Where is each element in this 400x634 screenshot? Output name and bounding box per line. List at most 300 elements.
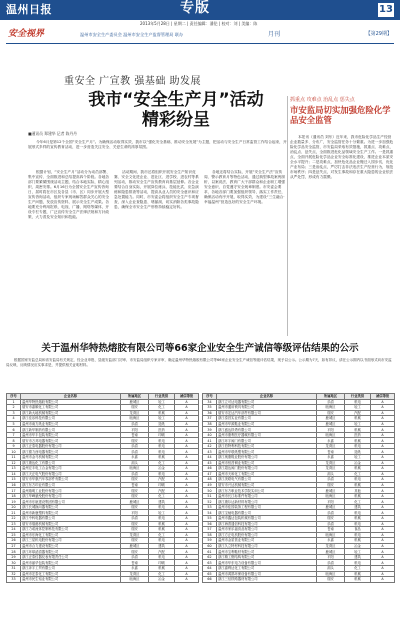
table-cell: 鹿城区	[317, 416, 345, 422]
table-cell: 1	[7, 399, 21, 405]
table-cell: 永嘉	[317, 438, 345, 444]
table-cell: 洞头	[121, 460, 149, 466]
table-cell: 龙湾区	[121, 532, 149, 538]
table-cell: 乐清	[317, 521, 345, 527]
table-cell: 机电	[149, 538, 175, 544]
table-cell: 52	[203, 499, 217, 505]
table-cell: 龙湾区	[317, 543, 345, 549]
table-cell: A	[175, 538, 199, 544]
table-cell: 温州市通用锁具有限公司	[217, 405, 317, 411]
table-cell: 化工	[149, 571, 175, 577]
table-cell: 乐清	[317, 399, 345, 405]
table-header-cell: 序号	[203, 394, 217, 400]
table-cell: 机电	[345, 510, 371, 516]
table-header-cell: 诚信等级	[371, 394, 395, 400]
table-cell: 冶金	[345, 543, 371, 549]
table-cell: A	[175, 554, 199, 560]
table-cell: 龙湾区	[317, 443, 345, 449]
table-cell: 永嘉	[317, 455, 345, 461]
table-cell: 瑞安	[121, 493, 149, 499]
rating-table-right	[202, 393, 395, 583]
table-cell: A	[175, 471, 199, 477]
table-cell: A	[371, 438, 395, 444]
table-cell: 浙江新华制药有限公司	[21, 427, 121, 433]
table-cell: 温州市华源鞋业有限公司	[217, 421, 317, 427]
table-cell: A	[371, 521, 395, 527]
table-cell: 浙江方正电机股份有限公司	[217, 532, 317, 538]
table-cell: 温州市合力建设有限公司	[21, 543, 121, 549]
side-story-title: 市安监局切实加强危险化学品安全监管	[290, 105, 391, 126]
table-cell: 平阳	[317, 427, 345, 433]
table-cell: 乐清	[317, 510, 345, 516]
table-cell: 58	[203, 532, 217, 538]
page-number: 13	[379, 4, 393, 15]
table-cell: 乐清	[121, 471, 149, 477]
table-cell: A	[371, 527, 395, 533]
table-cell: 瑞安	[121, 549, 149, 555]
table-cell: 造纸	[345, 449, 371, 455]
table-cell: 瑞安	[121, 538, 149, 544]
table-cell: A	[175, 510, 199, 516]
table-cell: A	[371, 466, 395, 472]
table-cell: 机械	[345, 493, 371, 499]
rating-table-left	[6, 393, 199, 583]
table-cell: 瓯海区	[317, 432, 345, 438]
table-cell: 温州市宝利鞋材有限公司	[217, 549, 317, 555]
table-cell: A	[371, 471, 395, 477]
masthead-month: 月刊	[268, 31, 281, 38]
table-cell: A	[175, 493, 199, 499]
notice-intro: 根据国家安监总局和省安监局有关规定，经企业申报、县级安监部门初审、市安监局组织专家评审，确定温州华特热熔胶有限公司等66家企业安全生产诚信等级评估结果，现予以公示。公示期为7天，如有异议，请在公示期内以书面形式向市安监局反映，反映情况应实事求是，并提供相关证明材料。	[6, 358, 392, 367]
table-cell: 3	[7, 410, 21, 416]
table-cell: 温州市佳园装饰工程有限公司	[217, 504, 317, 510]
table-cell: 53	[203, 504, 217, 510]
table-header-cell: 诚信等级	[175, 394, 199, 400]
table-cell: 浙江宝驰电器有限公司	[217, 510, 317, 516]
table-cell: A	[371, 460, 395, 466]
table-cell: 建筑	[149, 499, 175, 505]
table-cell: 轻工	[149, 510, 175, 516]
masthead-title: 安全视界	[8, 29, 45, 39]
table-cell: 浙江伯特利科技有限公司	[217, 443, 317, 449]
table-cell: 轻工	[345, 405, 371, 411]
table-cell: 冶金	[345, 460, 371, 466]
table-cell: 56	[203, 521, 217, 527]
table-cell: 瑞安	[121, 488, 149, 494]
table-cell: 鹿城区	[317, 488, 345, 494]
table-cell: 温州瑞明工业股份有限公司	[21, 488, 121, 494]
table-cell: 温州市金星管业有限公司	[217, 538, 317, 544]
table-cell: A	[175, 532, 199, 538]
table-cell: 机电	[149, 471, 175, 477]
table-cell: 龙湾区	[317, 460, 345, 466]
table-cell: 22	[7, 516, 21, 522]
table-cell: 7	[7, 432, 21, 438]
table-cell: 温州宏丰电工合金有限公司	[21, 466, 121, 472]
table-cell: 瑞安	[121, 527, 149, 533]
table-cell: 29	[7, 554, 21, 560]
table-cell: 12	[7, 460, 21, 466]
table-cell: A	[371, 499, 395, 505]
table-cell: 浙江正泰电器股份有限公司	[21, 443, 121, 449]
table-cell: 18	[7, 493, 21, 499]
table-cell: 43	[203, 449, 217, 455]
table-cell: 浙江奥康鞋业股份有限公司	[217, 455, 317, 461]
table-cell: 浙江东方印业有限公司	[21, 482, 121, 488]
table-cell: 鹿城区	[121, 399, 149, 405]
table-cell: 17	[7, 488, 21, 494]
table-cell: 51	[203, 493, 217, 499]
table-cell: A	[175, 499, 199, 505]
table-cell: 浙江康尔达新材料有限公司	[217, 499, 317, 505]
table-cell: 浙江超达阀门股份有限公司	[217, 466, 317, 472]
table-cell: A	[175, 565, 199, 571]
table-cell: 乐清	[121, 554, 149, 560]
table-cell: 浙江立可达电器有限公司	[217, 399, 317, 405]
table-cell: 温州市南方纸业有限公司	[21, 421, 121, 427]
main-story-byline: ■通讯员 郑建华 记者 陈丹丹	[28, 131, 77, 136]
table-cell: 机电	[345, 477, 371, 483]
table-cell: A	[175, 488, 199, 494]
table-cell: A	[371, 443, 395, 449]
table-cell: A	[175, 516, 199, 522]
table-cell: 印刷	[149, 560, 175, 566]
table-cell: 机械	[345, 571, 371, 577]
table-cell: 16	[7, 482, 21, 488]
table-cell: A	[175, 549, 199, 555]
main-story-column-3: 各地还将结合实际，开展“安全生产法”宣传周、警示教育月等特色活动，通过典型事故案例剖析，以案说法，教育广大干部群众和企业职工增强安全意识，自觉遵守安全规章制度。市安委会要求，各地各部门要加强组织领导，落实工作责任，确保活动有序开展，取得实效，为建设“三生融合·幸福温州”营造良好的安全生产环境。	[204, 170, 286, 204]
main-story-column-2: 活动期间，我市还将组织开展安全生产知识竞赛、安全文化进企业、进社区、进学校、进农村等系列活动，推动安全生产宣传教育向基层延伸。各企业要结合自身实际，开展岗位练兵、技能比武、应急演练和隐患排查等活动，提高从业人员的安全意识和应急处置能力。同时，市安委会将组织安全生产专项督查，深入企业查隐患、堵漏洞，切实消除各类事故隐患，确保全市安全生产形势持续稳定好转。	[114, 170, 199, 209]
table-cell: A	[175, 560, 199, 566]
table-cell: 乐清	[121, 449, 149, 455]
table-cell: 浙江久立特材科技有限公司	[217, 543, 317, 549]
table-cell: 37	[203, 416, 217, 422]
table-cell: 鹿城区	[121, 543, 149, 549]
table-row	[7, 577, 199, 583]
table-cell: 机电	[149, 438, 175, 444]
table-cell: 34	[203, 399, 217, 405]
table-cell: 11	[7, 455, 21, 461]
table-cell: 浙江海普通信科技有限公司	[217, 521, 317, 527]
table-cell: 机械	[149, 410, 175, 416]
table-cell: 瑞安	[317, 410, 345, 416]
table-cell: 瑞安市嘉顺化工有限公司	[21, 405, 121, 411]
table-cell: 机电	[149, 554, 175, 560]
table-cell: 轻工	[149, 399, 175, 405]
table-cell: 机械	[149, 565, 175, 571]
table-cell: 医药	[149, 427, 175, 433]
table-cell: 建筑	[345, 504, 371, 510]
table-cell: 机电	[345, 521, 371, 527]
table-cell: 浙江嘉利达化工有限公司	[217, 565, 317, 571]
table-cell: 龙湾区	[317, 466, 345, 472]
table-cell: 机械	[345, 427, 371, 433]
table-cell: 温州市康利医疗器械有限公司	[217, 432, 317, 438]
table-cell: 46	[203, 466, 217, 472]
table-cell: 温州市金马机械有限公司	[21, 455, 121, 461]
notice-title: 关于温州华特热熔胶有限公司等66家企业安全生产诚信等级评估结果的公示	[41, 343, 359, 354]
table-cell: 鹿城区	[121, 499, 149, 505]
table-cell: 温州市东海化工有限公司	[21, 532, 121, 538]
table-cell: 60	[203, 543, 217, 549]
table-cell: 瓯海区	[317, 532, 345, 538]
table-cell: 苍南	[121, 482, 149, 488]
table-cell: 机械	[345, 438, 371, 444]
table-cell: 27	[7, 543, 21, 549]
table-cell: 瓯海区	[121, 577, 149, 583]
table-cell: 33	[7, 577, 21, 583]
table-cell: A	[175, 482, 199, 488]
table-cell: A	[371, 455, 395, 461]
table-cell: 瓯海区	[317, 405, 345, 411]
table-cell: 21	[7, 510, 21, 516]
table-cell: A	[175, 477, 199, 483]
table-cell: 机电	[149, 504, 175, 510]
table-cell: A	[371, 577, 395, 583]
table-cell: A	[175, 432, 199, 438]
table-cell: 温州市长江标准件有限公司	[217, 493, 317, 499]
table-cell: 机械	[149, 455, 175, 461]
table-cell: A	[371, 477, 395, 483]
table-cell: 浙江中科电器有限公司	[21, 516, 121, 522]
table-cell: 浙江长城换向器有限公司	[21, 504, 121, 510]
main-story-headline	[56, 90, 296, 131]
table-cell: 48	[203, 477, 217, 483]
side-story-text: 本报讯（通讯员 刘东）近年来，我市危险化学品生产经营企业数量多、分布广，安全监管任务十分繁重。为进一步加强危险化学品安全监管，市安监局采取有效措施，抓重点、攻难点、治乱点、惩失点，全面推进危化品领域安全生产工作。一是抓重点，全面开展危险化学品企业安全标准化建设，推进企业本质安全水平提升；二是攻难点，加快危化品企业搬迁入园步伐，优化产业布局；三是治乱点，严厉打击非法违法生产经营行为，规范市场秩序；四是惩失点，对发生事故和存在重大隐患的企业依法从严处罚，形成有力震慑。	[290, 135, 394, 179]
table-cell: 瓯海区	[317, 571, 345, 577]
table-cell: 化工	[149, 493, 175, 499]
table-cell: A	[371, 421, 395, 427]
side-story-kicker: 抓重点 攻难点 治乱点 惩失点	[290, 97, 355, 103]
table-cell: 35	[203, 405, 217, 411]
table-cell: 轻工	[345, 549, 371, 555]
table-cell: 温州市华丰包装有限公司	[21, 432, 121, 438]
table-cell: 浙江天正电气股份有限公司	[21, 471, 121, 477]
table-cell: 乐清	[121, 421, 149, 427]
table-cell: A	[371, 549, 395, 555]
table-cell: 温州市丽华包装有限公司	[21, 560, 121, 566]
table-cell: A	[371, 560, 395, 566]
table-cell: 温州市新鹿塑料有限公司	[21, 510, 121, 516]
table-cell: 机械	[345, 538, 371, 544]
table-cell: 机电	[149, 449, 175, 455]
main-story-kicker: 重安全 广宣教 强基础 助发展	[64, 76, 202, 87]
table-cell: A	[371, 516, 395, 522]
table-cell: 鹿城区	[317, 504, 345, 510]
table-cell: A	[371, 532, 395, 538]
table-cell: 冶金	[149, 466, 175, 472]
table-cell: 31	[7, 565, 21, 571]
table-cell: A	[371, 571, 395, 577]
table-cell: A	[371, 449, 395, 455]
table-header-cell: 所属地区	[121, 394, 149, 400]
paper-name: 温州日报	[6, 3, 52, 16]
table-cell: 机械	[149, 521, 175, 527]
table-cell: 浙江盛达铁塔有限公司	[217, 427, 317, 433]
table-cell: 机械	[345, 416, 371, 422]
table-cell: 机电	[345, 443, 371, 449]
table-cell: 洞头	[317, 471, 345, 477]
table-cell: 62	[203, 554, 217, 560]
table-cell: A	[371, 405, 395, 411]
table-cell: A	[175, 571, 199, 577]
table-cell: A	[371, 427, 395, 433]
table-cell: A	[175, 521, 199, 527]
table-cell: 汽配	[149, 477, 175, 483]
table-cell: 化工	[149, 532, 175, 538]
table-cell: 9	[7, 443, 21, 449]
table-cell: 瑞安	[121, 405, 149, 411]
table-cell: 54	[203, 510, 217, 516]
table-cell: 55	[203, 516, 217, 522]
main-story-lead: 今年6月是第12个全国“安全生产月”。为确保活动取得实效，我市以“强化安全基础、推动安全发展”为主题，把活动与安全生产日常监管工作结合起来，开展形式多样的宣传教育活动，进一步营造关注安全、关爱生命的浓厚氛围。	[28, 140, 287, 149]
table-cell: A	[371, 543, 395, 549]
table-cell: 温州市华联纸塑有限公司	[217, 449, 317, 455]
table-cell: 32	[7, 571, 21, 577]
table-cell: 食品	[345, 527, 371, 533]
table-cell: 洞头	[317, 565, 345, 571]
table-cell: 轻工	[149, 416, 175, 422]
table-cell: 41	[203, 438, 217, 444]
table-cell: 13	[7, 466, 21, 472]
table-cell: 机电	[345, 532, 371, 538]
table-cell: 苍南	[317, 449, 345, 455]
table-cell: 4	[7, 416, 21, 422]
section-name: 专版	[180, 0, 210, 16]
table-cell: A	[175, 455, 199, 461]
table-cell: 浙江正泰仪器仪表有限责任公司	[21, 554, 121, 560]
table-cell: 浙江东方职业技术学院实训公司	[217, 488, 317, 494]
table-cell: 浙江佳乐科技有限公司	[21, 416, 121, 422]
table-cell: 龙湾区	[121, 571, 149, 577]
table-header-cell: 行业类别	[345, 394, 371, 400]
table-cell: 瓯海区	[121, 466, 149, 472]
table-cell: 永嘉	[121, 565, 149, 571]
table-cell: 浙江华峰氨纶股份有限公司	[21, 493, 121, 499]
table-cell: 瑞安市华康汽车零部件有限公司	[21, 477, 121, 483]
table-cell: A	[175, 577, 199, 583]
table-cell: 38	[203, 421, 217, 427]
table-cell: 19	[7, 499, 21, 505]
table-cell: 瑞安	[121, 521, 149, 527]
table-cell: 15	[7, 477, 21, 483]
table-cell: A	[175, 399, 199, 405]
table-cell: 5	[7, 421, 21, 427]
table-cell: 瑞安市万邦电器有限公司	[21, 438, 121, 444]
table-cell: 瑞安	[121, 504, 149, 510]
table-cell: 浙江泰昌实业有限公司	[217, 416, 317, 422]
table-cell: A	[175, 416, 199, 422]
table-cell: 温州市华东电力设备有限公司	[217, 560, 317, 566]
table-cell: 汽配	[149, 549, 175, 555]
table-cell: 永嘉	[121, 455, 149, 461]
table-cell: 瓯海区	[317, 493, 345, 499]
table-cell: 瑞安	[317, 516, 345, 522]
table-cell: 化工	[345, 565, 371, 571]
table-cell: 其他	[345, 488, 371, 494]
table-cell: A	[175, 466, 199, 472]
table-cell: 冶金	[149, 577, 175, 583]
table-cell: 温州市鑫达包装机械有限公司	[217, 516, 317, 522]
table-cell: 龙湾区	[121, 410, 149, 416]
masthead-sponsors: 温州市安全生产委员会 温州市安全生产监督管理局 联办	[80, 32, 184, 37]
table-cell: 36	[203, 410, 217, 416]
table-cell: 平阳	[121, 510, 149, 516]
table-cell: 6	[7, 427, 21, 433]
table-cell: 建筑	[345, 554, 371, 560]
table-cell: 57	[203, 527, 217, 533]
table-cell: 14	[7, 471, 21, 477]
table-cell: A	[175, 410, 199, 416]
table-cell: 浙江康达化工有限公司	[21, 460, 121, 466]
table-cell: 机电	[345, 560, 371, 566]
table-cell: A	[371, 432, 395, 438]
headline-line-1: 我市“安全生产月”活动	[88, 90, 264, 110]
table-cell: 浙江环球滤清器有限公司	[21, 549, 121, 555]
table-cell: A	[371, 482, 395, 488]
special-edition-masthead	[6, 29, 394, 44]
table-cell: 23	[7, 521, 21, 527]
table-cell: 平阳	[317, 554, 345, 560]
table-cell: 苍南	[121, 560, 149, 566]
table-cell: 建筑	[149, 543, 175, 549]
table-cell: A	[371, 538, 395, 544]
column-divider	[287, 96, 288, 336]
table-cell: 浙江精工钢结构有限公司	[217, 554, 317, 560]
table-cell: 乐清	[121, 516, 149, 522]
masthead-issue: 【第29期】	[365, 31, 392, 37]
table-cell: 61	[203, 549, 217, 555]
table-cell: 瑞安市宏达汽车部件有限公司	[217, 410, 317, 416]
table-cell: 汽配	[345, 410, 371, 416]
table-cell: 化工	[149, 460, 175, 466]
table-cell: 40	[203, 432, 217, 438]
table-cell: 造纸	[149, 421, 175, 427]
table-cell: 浙江奔宇工贸有限公司	[21, 565, 121, 571]
table-cell: 温州华特热熔胶有限公司	[21, 399, 121, 405]
table-cell: 瓯海区	[121, 416, 149, 422]
table-cell: 苍南	[121, 432, 149, 438]
table-cell: 化工	[345, 471, 371, 477]
table-cell: 苍南	[317, 527, 345, 533]
table-cell: 平阳	[121, 427, 149, 433]
table-cell: 乐清	[317, 560, 345, 566]
table-header-cell: 序号	[7, 394, 21, 400]
table-cell: 45	[203, 460, 217, 466]
table-cell: 浙江德力西电器有限公司	[21, 449, 121, 455]
table-cell: 瑞安	[121, 438, 149, 444]
table-cell: A	[371, 565, 395, 571]
table-cell: 温州市家乐福食品有限公司	[217, 527, 317, 533]
table-row	[203, 577, 395, 583]
table-cell: 25	[7, 532, 21, 538]
table-cell: 66	[203, 577, 217, 583]
table-cell: 浙江环宇阀门有限公司	[217, 438, 317, 444]
table-cell: A	[175, 449, 199, 455]
table-cell: 63	[203, 560, 217, 566]
table-cell: 温州市恒昌铜业有限公司	[217, 460, 317, 466]
table-cell: 乐清	[121, 443, 149, 449]
table-cell: 8	[7, 438, 21, 444]
table-cell: 化工	[345, 499, 371, 505]
table-cell: 机电	[149, 516, 175, 522]
table-cell: 平阳	[317, 499, 345, 505]
table-cell: A	[175, 543, 199, 549]
table-cell: 10	[7, 449, 21, 455]
table-cell: A	[371, 510, 395, 516]
table-cell: A	[371, 554, 395, 560]
table-cell: 永嘉	[317, 538, 345, 544]
